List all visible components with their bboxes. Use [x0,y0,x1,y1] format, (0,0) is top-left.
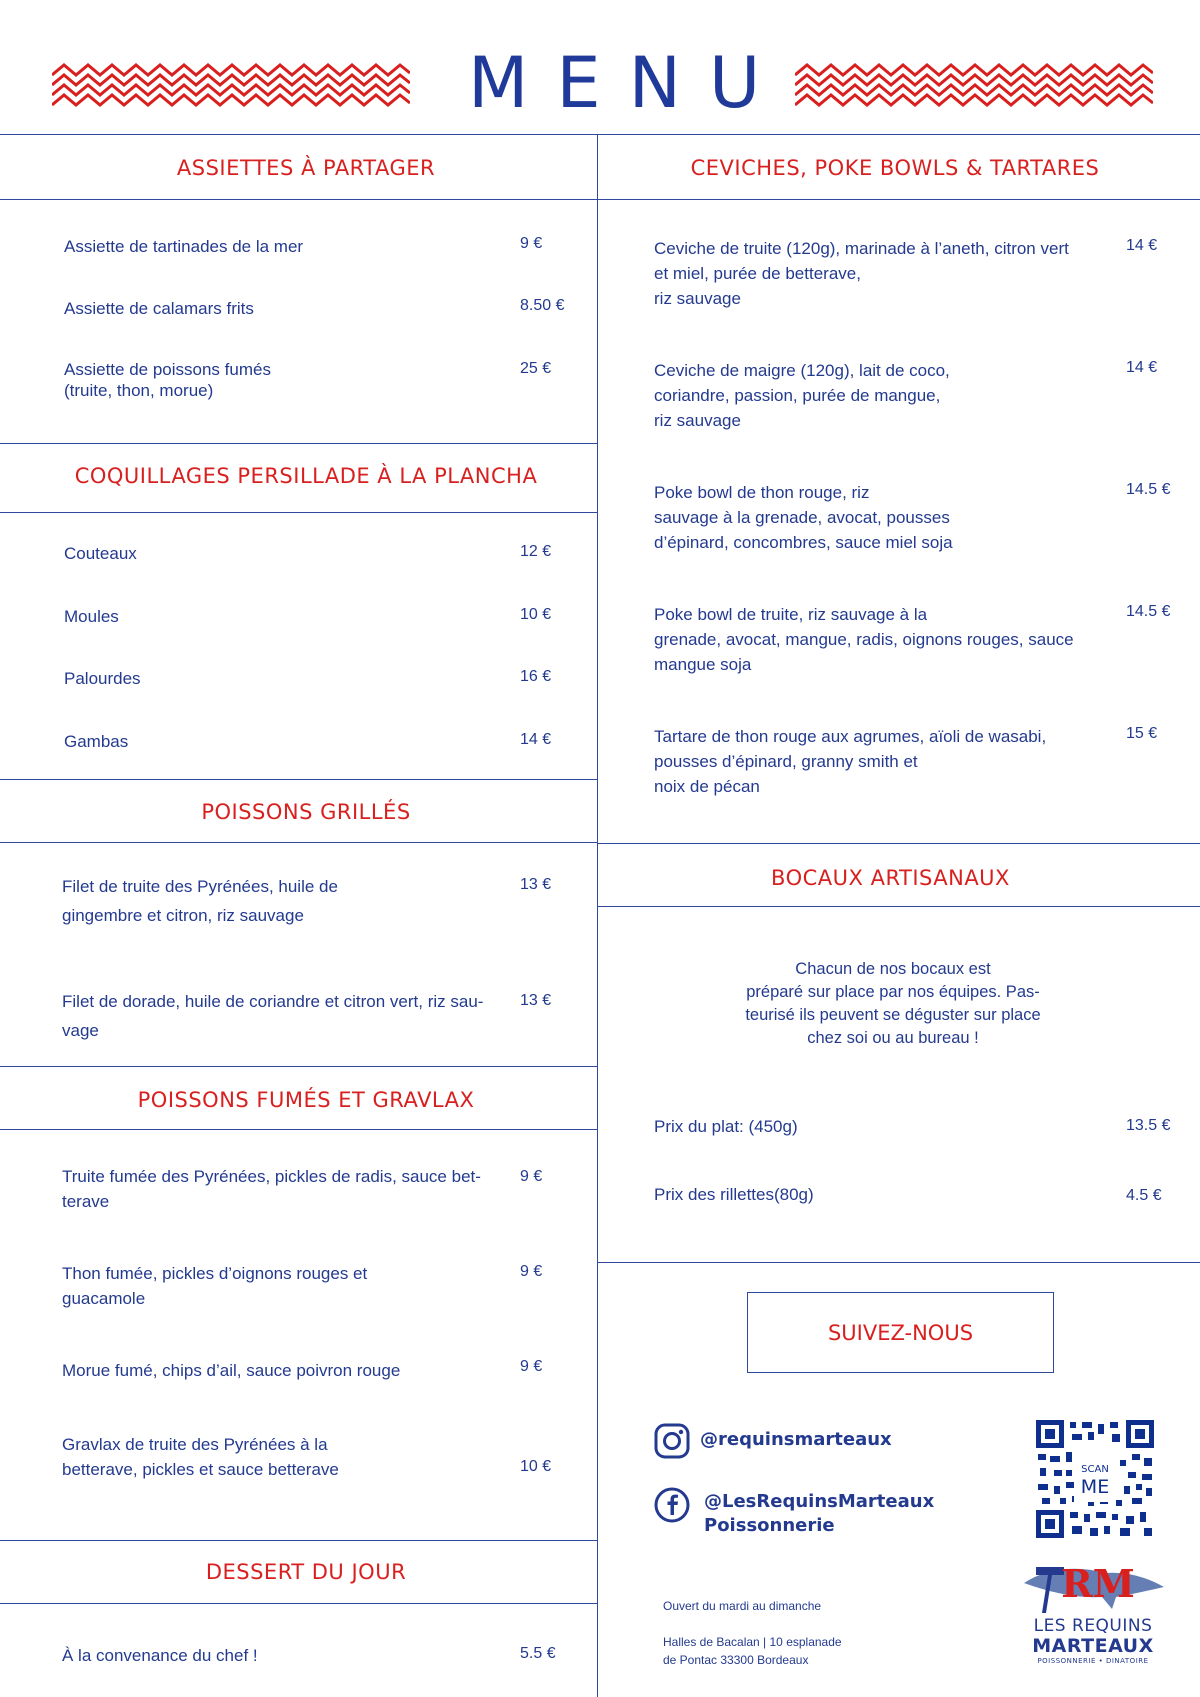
divider [0,1540,598,1541]
follow-us-label: SUIVEZ-NOUS [827,1320,974,1345]
follow-us-box [747,1292,1054,1373]
menu-item-price: 14.5 € [1126,603,1171,620]
divider [0,1129,598,1130]
divider [0,779,598,780]
section-title-coquillages: COQUILLAGES PERSILLADE À LA PLANCHA [74,464,538,488]
section-title-bocaux: BOCAUX ARTISANAUX [771,866,1010,890]
logo-tagline: POISSONNERIE • DINATOIRE [1037,1657,1149,1665]
menu-item-price: 25 € [520,360,552,377]
facebook-icon[interactable] [654,1487,690,1523]
menu-item: Gravlax de truite des Pyrénées à la betterave, pickles et sauce betterave [62,1435,339,1479]
divider [598,199,1200,200]
header-divider [0,134,1200,135]
logo-line2: MARTEAUX [1032,1635,1154,1657]
divider [0,443,598,444]
menu-item: Morue fumé, chips d’ail, sauce poivron rouge [62,1361,401,1380]
zigzag-decoration-left [52,62,410,114]
menu-item: Filet de dorade, huile de coriandre et citron vert, riz sau- vage [62,992,484,1040]
section-title-assiettes: ASSIETTES À PARTAGER [176,156,436,180]
section-title-ceviches: CEVICHES, POKE BOWLS & TARTARES [690,156,1100,180]
menu-item: Thon fumée, pickles d’oignons rouges et guacamole [62,1264,368,1308]
column-divider [597,134,598,1697]
menu-item: Tartare de thon rouge aux agrumes, aïoli de wasabi, pousses d’épinard, granny smith et noix de pécan [654,727,1047,796]
menu-item-price: 14 € [1126,237,1158,254]
bocaux-description: Chacun de nos bocaux est préparé sur place par nos équipes. Pas- teurisé ils peuvent se déguster sur place chez soi ou au bureau ! [745,960,1041,1047]
menu-item: Truite fumée des Pyrénées, pickles de radis, sauce bet- terave [62,1167,481,1211]
menu-item: Ceviche de truite (120g), marinade à l’aneth, citron vert et miel, purée de betterave, riz sauvage [654,239,1069,308]
menu-item: Poke bowl de thon rouge, riz sauvage à la grenade, avocat, pousses d’épinard, concombres, sauce miel soja [654,483,953,552]
menu-item-price: 9 € [520,1358,543,1375]
qr-scan-label: SCAN [1081,1464,1109,1475]
menu-item-price: 4.5 € [1126,1187,1162,1204]
menu-item-price: 9 € [520,1263,543,1280]
divider [0,512,598,513]
menu-item: Palourdes [64,669,141,688]
divider [0,199,598,200]
menu-item-price: 16 € [520,668,552,685]
menu-item-price: 13.5 € [1126,1117,1171,1134]
menu-item: Gambas [64,732,129,751]
menu-item-price: 10 € [520,1458,552,1475]
qr-me-label: ME [1080,1476,1110,1498]
divider [0,842,598,843]
instagram-icon[interactable] [654,1423,690,1459]
section-title-fumes: POISSONS FUMÉS ET GRAVLAX [137,1088,475,1112]
menu-item: Assiette de poissons fumés (truite, thon, morue) [64,360,271,400]
menu-item-price: 13 € [520,876,552,893]
section-title-grilles: POISSONS GRILLÉS [201,800,411,824]
menu-item: Moules [64,607,119,626]
menu-item-price: 8.50 € [520,297,565,314]
divider [598,843,1200,844]
divider [0,1066,598,1067]
menu-item-price: 5.5 € [520,1645,556,1662]
menu-item-price: 9 € [520,235,543,252]
menu-item: Ceviche de maigre (120g), lait de coco, coriandre, passion, purée de mangue, riz sauvage [654,361,950,430]
menu-item-price: 12 € [520,543,552,560]
menu-item: Filet de truite des Pyrénées, huile de gingembre et citron, riz sauvage [62,877,338,925]
address: Halles de Bacalan | 10 esplanade de Pontac 33300 Bordeaux [663,1635,842,1667]
shark-logo-icon [1018,1553,1166,1623]
menu-item-price: 14 € [520,731,552,748]
opening-hours: Ouvert du mardi au dimanche [663,1599,822,1613]
divider [598,906,1200,907]
divider [598,1262,1200,1263]
menu-item-price: 9 € [520,1168,543,1185]
menu-item: À la convenance du chef ! [62,1646,258,1665]
menu-item-price: 15 € [1126,725,1158,742]
zigzag-decoration-right [795,62,1153,114]
menu-item: Assiette de tartinades de la mer [64,237,304,256]
menu-item: Prix du plat: (450g) [654,1117,798,1136]
divider [0,1603,598,1604]
menu-item: Poke bowl de truite, riz sauvage à la grenade, avocat, mangue, radis, oignons rouges, sauce mangue soja [654,605,1074,674]
logo-monogram: RM [1061,1561,1135,1606]
menu-item: Assiette de calamars frits [64,299,254,318]
logo-line1: LES REQUINS [1033,1616,1153,1636]
menu-item-price: 13 € [520,992,552,1009]
qr-code[interactable] [1036,1420,1154,1538]
menu-item: Prix des rillettes(80g) [654,1185,814,1204]
menu-item-price: 14.5 € [1126,481,1171,498]
instagram-handle[interactable]: @requinsmarteaux [700,1429,892,1450]
menu-title: MENU [468,42,789,124]
section-title-dessert: DESSERT DU JOUR [205,1560,407,1584]
menu-item-price: 14 € [1126,359,1158,376]
menu-item: Couteaux [64,544,137,563]
menu-item-price: 10 € [520,606,552,623]
facebook-handle[interactable]: @LesRequinsMarteaux Poissonnerie [704,1491,935,1536]
